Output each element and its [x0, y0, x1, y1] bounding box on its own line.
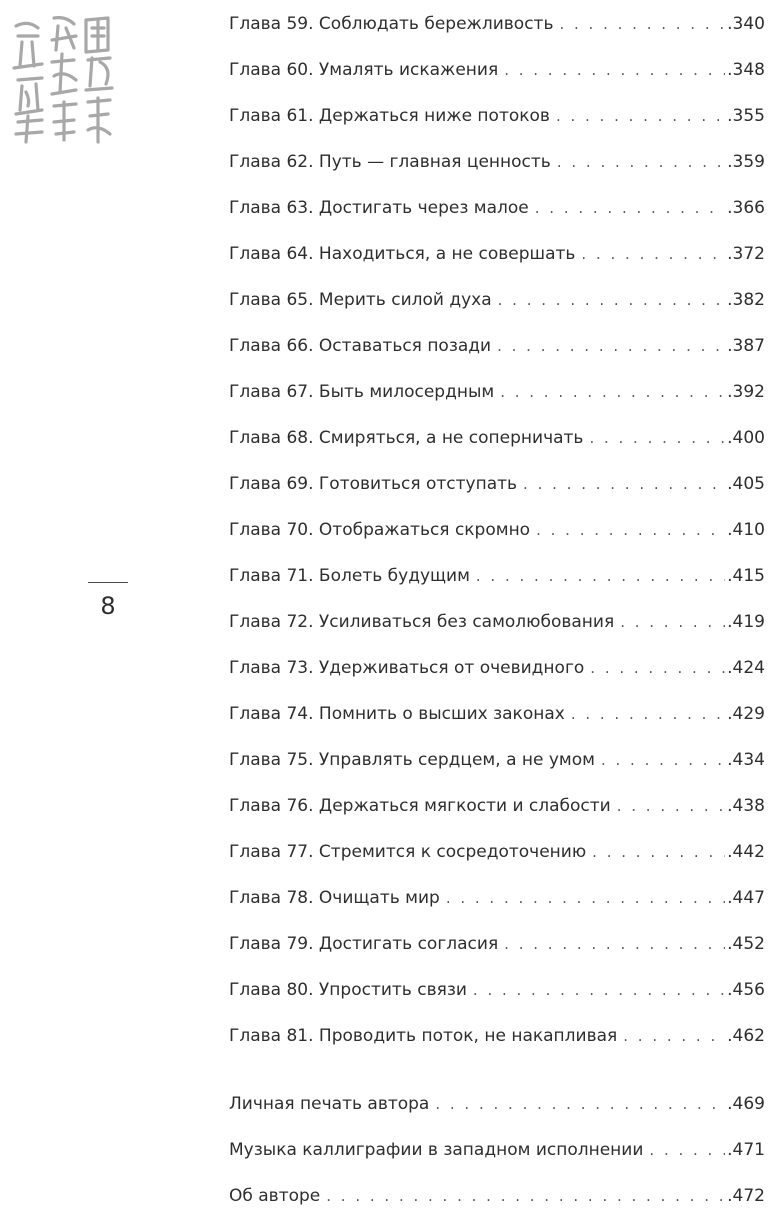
toc-entry-page: .424 [727, 658, 765, 678]
toc-leader-dots [473, 981, 725, 999]
toc-leader-dots [623, 1027, 725, 1045]
toc-leader-dots [592, 843, 725, 861]
toc-entry-title: Глава 76. Держаться мягкости и слабости [229, 796, 611, 816]
toc-entry-page: .348 [727, 60, 765, 80]
toc-entry-title: Глава 59. Соблюдать бережливость [229, 14, 554, 34]
toc-leader-dots [504, 935, 725, 953]
toc-leader-dots [504, 61, 725, 79]
toc-entry[interactable] [229, 888, 765, 934]
toc-entry-title: Глава 78. Очищать мир [229, 888, 440, 908]
toc-entry[interactable] [229, 842, 765, 888]
toc-entry[interactable] [229, 14, 765, 60]
toc-leader-dots [498, 291, 726, 309]
toc-entry-title: Глава 67. Быть милосердным [229, 382, 495, 402]
toc-entry-page: .438 [727, 796, 765, 816]
toc-leader-dots [557, 153, 725, 171]
toc-entry-title: Глава 74. Помнить о высших законах [229, 704, 565, 724]
toc-entry-page: .469 [727, 1094, 765, 1114]
toc-entry-title: Глава 66. Оставаться позади [229, 336, 492, 356]
toc-entry-page: .434 [727, 750, 765, 770]
toc-leader-dots [601, 751, 725, 769]
toc-entry-title: Глава 81. Проводить поток, не накапливая [229, 1026, 618, 1046]
toc-entry-page: .415 [727, 566, 765, 586]
toc-leader-dots [571, 705, 725, 723]
toc-leader-dots [559, 15, 725, 33]
toc-leader-dots [535, 199, 725, 217]
toc-entry-title: Глава 77. Стремится к сосредоточению [229, 842, 587, 862]
toc-leader-dots [446, 889, 725, 907]
toc-entry[interactable] [229, 474, 765, 520]
toc-entry-title: Глава 70. Отображаться скромно [229, 520, 531, 540]
calligraphy-seal-icon [8, 6, 118, 146]
toc-leader-dots [497, 337, 725, 355]
toc-entry-page: .442 [727, 842, 765, 862]
toc-entry-page: .355 [727, 106, 765, 126]
toc-entry[interactable] [229, 106, 765, 152]
toc-entry[interactable] [229, 934, 765, 980]
toc-entry-page: .452 [727, 934, 765, 954]
toc-entry-title: Глава 60. Умалять искажения [229, 60, 499, 80]
toc-entry-title: Глава 65. Мерить силой духа [229, 290, 492, 310]
toc-entry-title: Глава 61. Держаться ниже потоков [229, 106, 550, 126]
toc-leader-dots [523, 475, 725, 493]
toc-entry[interactable] [229, 198, 765, 244]
toc-leader-dots [536, 521, 725, 539]
toc-leader-dots [589, 429, 725, 447]
toc-leader-dots [435, 1095, 725, 1113]
toc-leader-dots [500, 383, 725, 401]
toc-entry[interactable] [229, 244, 765, 290]
toc-entry[interactable] [229, 1186, 765, 1232]
toc-leader-dots [581, 245, 725, 263]
toc-entry-title: Глава 73. Удерживаться от очевидного [229, 658, 585, 678]
toc-leader-dots [476, 567, 725, 585]
toc-leader-dots [556, 107, 725, 125]
toc-entry-page: .471 [727, 1140, 765, 1160]
toc-entry-page: .400 [727, 428, 765, 448]
toc-entry[interactable] [229, 336, 765, 382]
toc-entry-page: .462 [727, 1026, 765, 1046]
toc-entry[interactable] [229, 796, 765, 842]
toc-leader-dots [590, 659, 725, 677]
toc-entry-page: .359 [727, 152, 765, 172]
toc-entry-page: .429 [727, 704, 765, 724]
page-number-rule [88, 582, 128, 583]
toc-leader-dots [326, 1187, 725, 1205]
toc-entry[interactable] [229, 60, 765, 106]
toc-entry[interactable] [229, 382, 765, 428]
toc-entry-title: Глава 75. Управлять сердцем, а не умом [229, 750, 595, 770]
toc-entry[interactable] [229, 704, 765, 750]
toc-entry[interactable] [229, 152, 765, 198]
page-number: 8 [100, 592, 116, 620]
toc-entry-title: Глава 80. Упростить связи [229, 980, 467, 1000]
toc-entry-title: Глава 69. Готовиться отступать [229, 474, 518, 494]
toc-entry-title: Глава 64. Находиться, а не совершать [229, 244, 576, 264]
toc-entry-title: Личная печать автора [229, 1094, 430, 1114]
toc-entry-page: .456 [727, 980, 765, 1000]
toc-entry[interactable] [229, 980, 765, 1026]
toc-entry-page: .372 [727, 244, 765, 264]
toc-entry-page: .472 [727, 1186, 765, 1206]
toc-entry-page: .410 [727, 520, 765, 540]
toc-entry-title: Глава 63. Достигать через малое [229, 198, 529, 218]
toc-entry-title: Музыка каллиграфии в западном исполнении [229, 1140, 644, 1160]
toc-entry[interactable] [229, 566, 765, 612]
toc-entry-page: .366 [727, 198, 765, 218]
table-of-contents [229, 14, 765, 1232]
toc-entry[interactable] [229, 612, 765, 658]
toc-entry[interactable] [229, 520, 765, 566]
toc-entry-page: .447 [727, 888, 765, 908]
toc-entry-page: .340 [727, 14, 765, 34]
toc-entry[interactable] [229, 290, 765, 336]
toc-entry[interactable] [229, 658, 765, 704]
toc-entry-page: .392 [727, 382, 765, 402]
toc-entry-title: Глава 62. Путь — главная ценность [229, 152, 551, 172]
toc-entry-page: .387 [727, 336, 765, 356]
toc-leader-dots [620, 613, 725, 631]
toc-entry[interactable] [229, 428, 765, 474]
toc-entry-title: Глава 72. Усиливаться без самолюбования [229, 612, 615, 632]
toc-leader-dots [617, 797, 725, 815]
toc-entry[interactable] [229, 1026, 765, 1072]
toc-entry-page: .419 [727, 612, 765, 632]
toc-entry[interactable] [229, 1094, 765, 1140]
toc-entry-page: .382 [727, 290, 765, 310]
toc-entry-title: Глава 68. Смиряться, а не соперничать [229, 428, 584, 448]
toc-entry-page: .405 [727, 474, 765, 494]
toc-entry[interactable] [229, 750, 765, 796]
toc-leader-dots [649, 1141, 725, 1159]
toc-entry[interactable] [229, 1140, 765, 1186]
toc-entry-title: Глава 79. Достигать согласия [229, 934, 499, 954]
toc-entry-title: Глава 71. Болеть будущим [229, 566, 470, 586]
toc-entry-title: Об авторе [229, 1186, 321, 1206]
